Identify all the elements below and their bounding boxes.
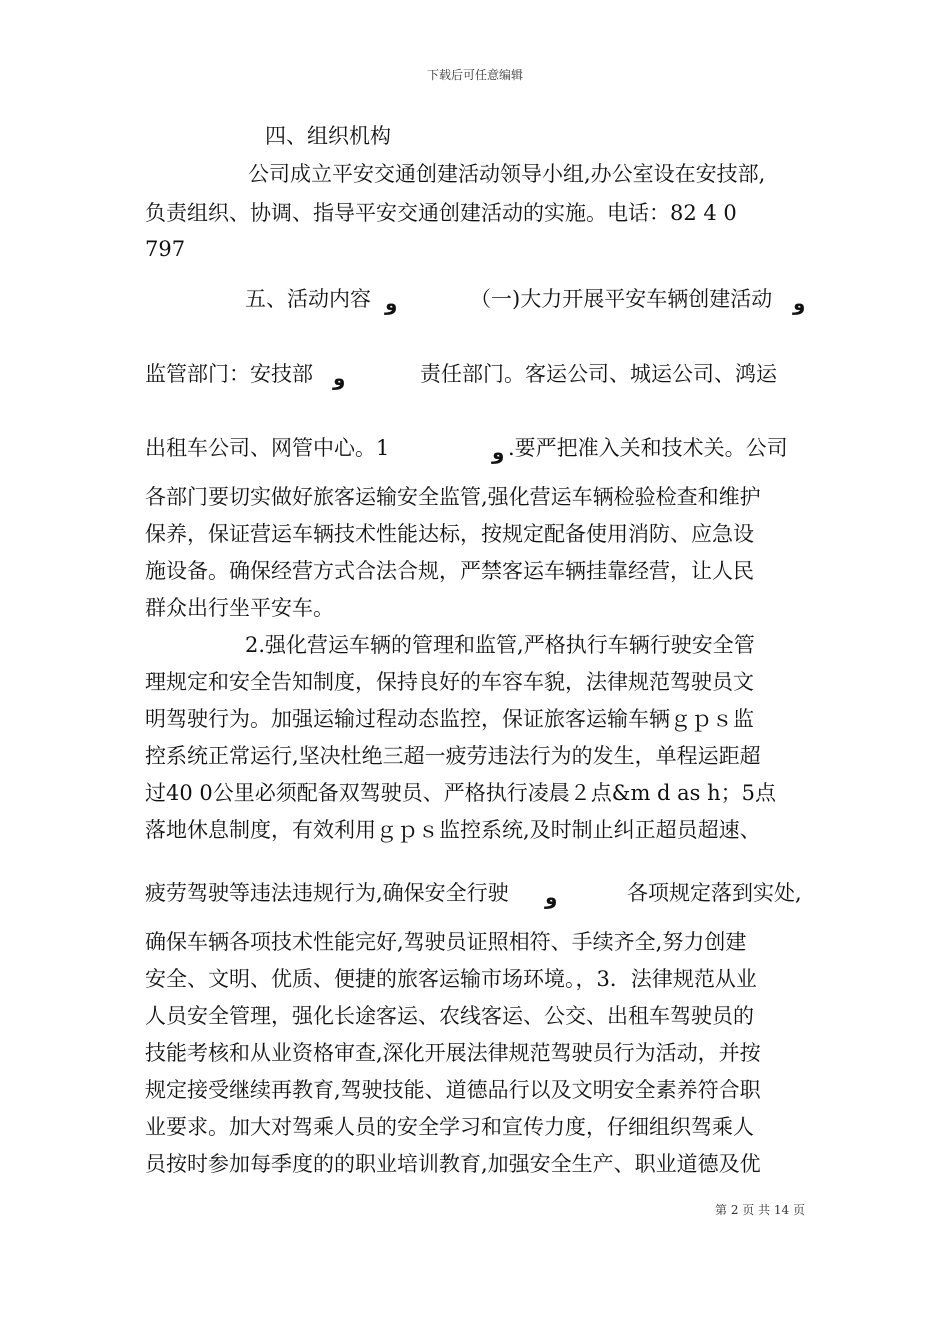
bullet-mark: ﻭ xyxy=(385,291,398,315)
body-line: 确保车辆各项技术性能完好,驾驶员证照相符、手续齐全,努力创建 xyxy=(145,930,747,954)
body-line: 监管部门：安技部 xyxy=(145,362,313,386)
body-line: 规定接受继续再教育,驾驶技能、道德品行以及文明安全素养符合职 xyxy=(145,1078,761,1102)
body-line: 各部门要切实做好旅客运输安全监管,强化营运车辆检验检查和维护 xyxy=(145,485,761,509)
body-line: 群众出行坐平安车。 xyxy=(145,596,334,620)
body-line: 责任部门。客运公司、城运公司、鸿运 xyxy=(420,362,777,386)
bullet-mark: ﻭ xyxy=(333,366,346,390)
body-line: 各项规定落到实处, xyxy=(627,881,802,905)
body-line: 施设备。确保经营方式合法合规，严禁客运车辆挂靠经营，让人民 xyxy=(145,559,754,583)
body-line: 安全、文明、优质、便捷的旅客运输市场环境。，3．法律规范从业 xyxy=(145,967,757,991)
bullet-mark: ﻭ xyxy=(492,440,505,464)
body-line: 理规定和安全告知制度，保持良好的车容车貌，法律规范驾驶员文 xyxy=(145,670,754,694)
body-line: 落地休息制度，有效利用ｇｐｓ监控系统,及时制止纠正超员超速、 xyxy=(145,818,761,842)
body-line: 控系统正常运行,坚决杜绝三超一疲劳违法行为的发生，单程运距超 xyxy=(145,744,761,768)
page-footer: 第 2 页 共 14 页 xyxy=(715,1203,805,1217)
body-line: 797 xyxy=(145,237,186,261)
bullet-mark: ﻭ xyxy=(793,291,806,315)
body-line: 公司成立平安交通创建活动领导小组,办公室设在安技部, xyxy=(248,162,766,186)
body-line: 出租车公司、网管中心。1 xyxy=(145,436,390,460)
section-heading-5: 五、活动内容 xyxy=(245,287,371,311)
body-line: .要严把准入关和技术关。公司 xyxy=(508,436,788,460)
section-heading-4: 四、组织机构 xyxy=(265,124,391,148)
body-line: 业要求。加大对驾乘人员的安全学习和宣传力度，仔细组织驾乘人 xyxy=(145,1115,754,1139)
body-line: 疲劳驾驶等违法违规行为,确保安全行驶 xyxy=(145,881,509,905)
body-line: 2.强化营运车辆的管理和监管,严格执行车辆行驶安全管 xyxy=(245,633,755,657)
bullet-mark: ﻭ xyxy=(545,885,558,909)
body-line: 负责组织、协调、指导平安交通创建活动的实施。电话：82 4 0 xyxy=(145,201,737,225)
body-line: 明驾驶行为。加强运输过程动态监控，保证旅客运输车辆ｇｐｓ监 xyxy=(145,707,754,731)
body-line: 员按时参加每季度的的职业培训教育,加强安全生产、职业道德及优 xyxy=(145,1152,761,1176)
body-line: 过40 0公里必须配备双驾驶员、严格执行凌晨２点&m d as h；5点 xyxy=(145,781,777,805)
body-line: 保养，保证营运车辆技术性能达标，按规定配备使用消防、应急设 xyxy=(145,522,754,546)
page-header: 下载后可任意编辑 xyxy=(426,68,523,82)
subheading-1: （一)大力开展平安车辆创建活动 xyxy=(470,287,773,311)
body-line: 人员安全管理，强化长途客运、农线客运、公交、出租车驾驶员的 xyxy=(145,1004,754,1028)
body-line: 技能考核和从业资格审查,深化开展法律规范驾驶员行为活动，并按 xyxy=(145,1041,761,1065)
